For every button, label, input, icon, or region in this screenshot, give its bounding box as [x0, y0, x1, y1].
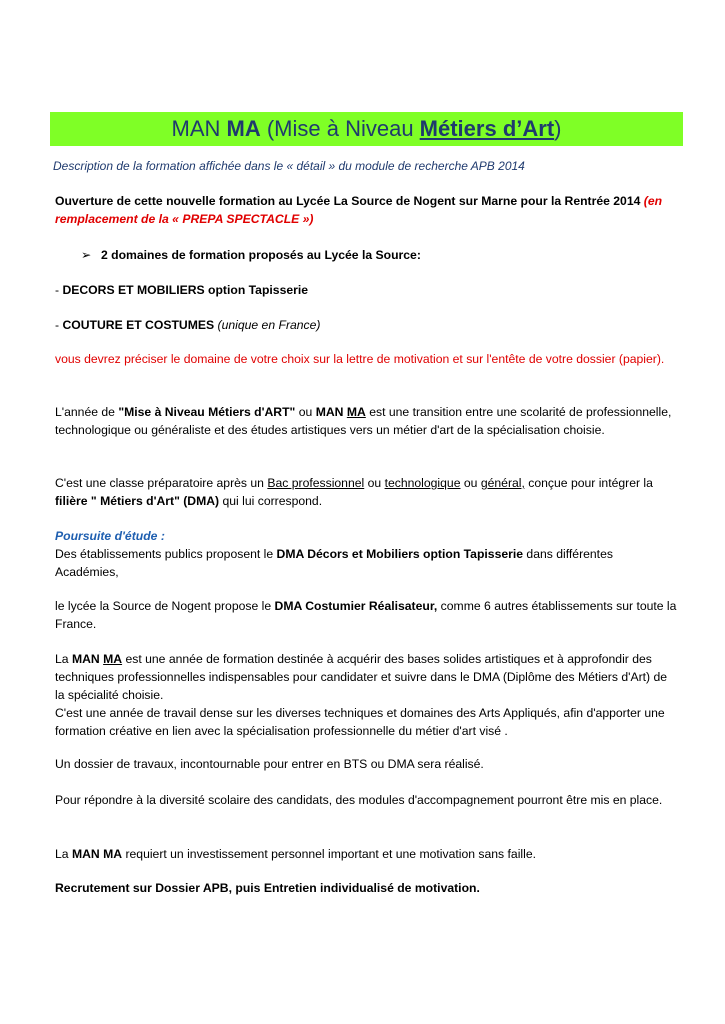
- title-part: MAN: [171, 116, 227, 141]
- text: L'année de: [55, 405, 119, 419]
- domain-name: COUTURE ET COSTUMES: [62, 318, 215, 332]
- paragraph-formation: [55, 650, 677, 740]
- text: La: [55, 652, 72, 666]
- text: filière " Métiers d'Art" (DMA): [55, 494, 220, 508]
- text: La: [55, 847, 72, 861]
- poursuite-heading: Poursuite d'étude :: [55, 529, 165, 543]
- title-part: (Mise à Niveau: [260, 116, 420, 141]
- text: Des établissements publics proposent le: [55, 547, 277, 561]
- domain-couture: [55, 316, 677, 334]
- text: DMA Costumier Réalisateur,: [274, 599, 438, 613]
- description-line: Description de la formation affichée dans le « détail » du module de recherche APB 2014: [53, 159, 525, 173]
- title-part: ): [554, 116, 562, 141]
- text: Bac professionnel: [267, 476, 365, 490]
- arrow-bullet-icon: ➢: [81, 248, 92, 262]
- text: MAN MA: [71, 847, 123, 861]
- domain-name: DECORS ET MOBILIERS option Tapisserie: [62, 283, 309, 297]
- paragraph-prepa: [55, 474, 677, 510]
- text: "Mise à Niveau Métiers d'ART": [118, 405, 296, 419]
- text: est une année de formation destinée à acquérir des bases solides artistiques et à approfondir des techniques professionnelles indispensables pour candidater et suivre dans le DMA (Diplôme des Métiers d'Art) de la spécialité choisie.: [55, 652, 668, 702]
- text: qui lui correspond.: [219, 494, 323, 508]
- paragraph-modules: Pour répondre à la diversité scolaire des candidats, des modules d'accompagnement pourront être mis en place.: [55, 793, 663, 807]
- domains-bullet: [55, 246, 677, 264]
- dash: -: [55, 318, 63, 332]
- document-title: [50, 112, 683, 146]
- text: est une transition entre une scolarité de professionnelle, technologique ou généraliste et des études artistiques vers un métier d'art de la spécialisation choisie.: [55, 405, 672, 437]
- text: MAN: [71, 652, 104, 666]
- text: technologique: [384, 476, 461, 490]
- title-part: Métiers d’Art: [419, 116, 555, 141]
- poursuite-section: [55, 527, 677, 581]
- text: ou: [295, 405, 316, 419]
- text: général,: [480, 476, 525, 490]
- bullet-text: 2 domaines de formation proposés au Lycée la Source:: [101, 248, 421, 262]
- domain-note: (unique en France): [214, 318, 321, 332]
- text: ou: [364, 476, 385, 490]
- intro-text: Ouverture de cette nouvelle formation au Lycée La Source de Nogent sur Marne pour la Rentrée 2014: [55, 194, 641, 208]
- text: C'est une année de travail dense sur les diverses techniques et domaines des Arts Appliqués, afin d'apporter une formation créative en lien avec la spécialisation professionnelle du métier d'art visé .: [55, 706, 665, 738]
- text: MA: [103, 652, 123, 666]
- dash: -: [55, 283, 63, 297]
- intro-note: (en remplacement de la « PREPA SPECTACLE »): [55, 194, 663, 226]
- paragraph-investissement: [55, 845, 677, 863]
- text: comme 6 autres établissements sur toute la France.: [55, 599, 677, 631]
- text: requiert un investissement personnel important et une motivation sans faille.: [122, 847, 536, 861]
- text: C'est une classe préparatoire après un: [55, 476, 268, 490]
- text: dans différentes Académies,: [55, 547, 613, 579]
- text: ou: [460, 476, 481, 490]
- paragraph-nogent: [55, 597, 677, 633]
- title-part: MA: [226, 116, 261, 141]
- text: DMA Décors et Mobiliers option Tapisserie: [276, 547, 524, 561]
- notice-paragraph: vous devrez préciser le domaine de votre choix sur la lettre de motivation et sur l'entête de votre dossier (papier).: [55, 352, 665, 366]
- paragraph-transition: [55, 403, 677, 439]
- text: le lycée la Source de Nogent propose le: [55, 599, 275, 613]
- domain-decors: [55, 281, 677, 299]
- intro-paragraph: [55, 192, 677, 228]
- recruitment-line: Recrutement sur Dossier APB, puis Entretien individualisé de motivation.: [55, 881, 480, 895]
- paragraph-dossier: Un dossier de travaux, incontournable pour entrer en BTS ou DMA sera réalisé.: [55, 757, 484, 771]
- text: conçue pour intégrer la: [524, 476, 653, 490]
- text: MA: [346, 405, 366, 419]
- text: MAN: [315, 405, 347, 419]
